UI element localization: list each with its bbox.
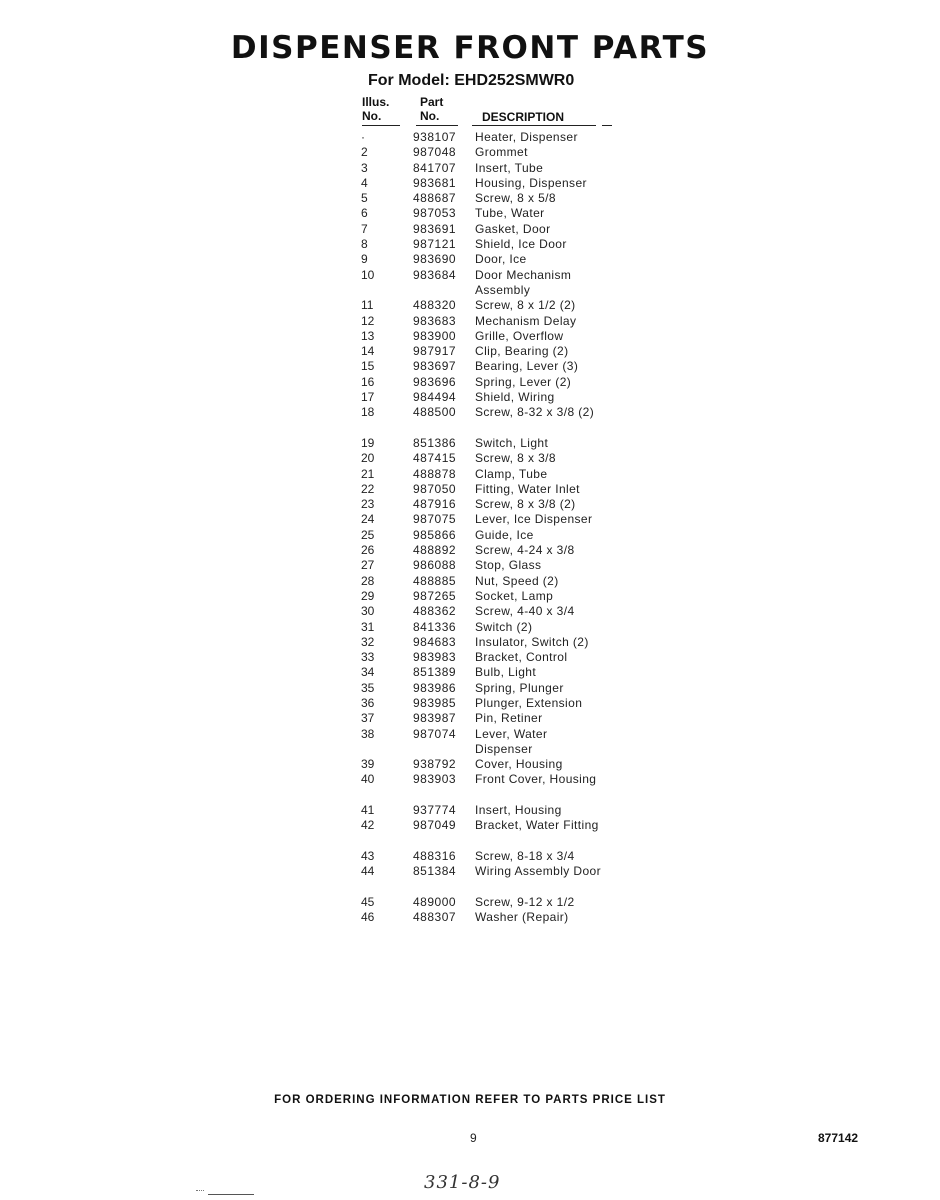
part-description: Socket, Lamp bbox=[475, 588, 554, 603]
part-description: Bracket, Water Fitting bbox=[475, 818, 599, 833]
illus-no: 3 bbox=[361, 160, 368, 175]
part-no: 488320 bbox=[413, 298, 457, 313]
part-description: Housing, Dispenser bbox=[475, 175, 587, 190]
part-description: Clamp, Tube bbox=[475, 466, 548, 481]
part-no: 987048 bbox=[413, 145, 457, 160]
part-description: Gasket, Door bbox=[475, 221, 551, 236]
table-row bbox=[0, 543, 940, 558]
table-row bbox=[0, 222, 940, 237]
part-description: Wiring Assembly Door bbox=[475, 864, 602, 879]
part-description: Bracket, Control bbox=[475, 650, 568, 665]
part-description: Spring, Lever (2) bbox=[475, 374, 572, 389]
part-description: Switch, Light bbox=[475, 435, 549, 450]
illus-no: 37 bbox=[361, 711, 375, 726]
part-description: Front Cover, Housing bbox=[475, 772, 597, 787]
part-description: Bearing, Lever (3) bbox=[475, 359, 579, 374]
part-no: 488307 bbox=[413, 910, 457, 925]
illus-no: 19 bbox=[361, 435, 375, 450]
table-row bbox=[0, 237, 940, 252]
part-no: 984683 bbox=[413, 634, 457, 649]
table-row bbox=[0, 344, 940, 359]
part-description: Lever, Ice Dispenser bbox=[475, 512, 593, 527]
illus-no: 12 bbox=[361, 313, 375, 328]
part-description: Switch (2) bbox=[475, 619, 533, 634]
table-row bbox=[0, 635, 940, 650]
table-row bbox=[0, 314, 940, 329]
illus-no: 25 bbox=[361, 527, 375, 542]
part-no: 937774 bbox=[413, 803, 457, 818]
part-no: 983985 bbox=[413, 695, 457, 710]
illus-no: 13 bbox=[361, 328, 375, 343]
part-no: 488316 bbox=[413, 848, 457, 863]
table-row bbox=[0, 329, 940, 344]
page-number: 9 bbox=[470, 1131, 477, 1145]
illus-no: 35 bbox=[361, 680, 375, 695]
table-row bbox=[0, 451, 940, 466]
table-row bbox=[0, 681, 940, 696]
part-no: 987050 bbox=[413, 481, 457, 496]
part-no: 987053 bbox=[413, 206, 457, 221]
table-row bbox=[0, 528, 940, 543]
table-row bbox=[0, 574, 940, 589]
part-description: Screw, 8-32 x 3/8 (2) bbox=[475, 405, 595, 420]
part-description: Spring, Plunger bbox=[475, 680, 564, 695]
parts-list bbox=[0, 130, 940, 925]
part-description: Screw, 8 x 5/8 bbox=[475, 191, 556, 206]
illus-no: 14 bbox=[361, 344, 375, 359]
illus-no: 39 bbox=[361, 757, 375, 772]
part-no: 488362 bbox=[413, 604, 457, 619]
part-no: 983681 bbox=[413, 175, 457, 190]
illus-no: 28 bbox=[361, 573, 375, 588]
part-no: 983690 bbox=[413, 252, 457, 267]
part-no: 983900 bbox=[413, 328, 457, 343]
corner-mark bbox=[196, 1190, 204, 1191]
table-row bbox=[0, 390, 940, 405]
illus-header-line1: Illus. bbox=[362, 95, 390, 109]
table-row bbox=[0, 176, 940, 191]
part-description: Door, Ice bbox=[475, 252, 527, 267]
part-no: 983683 bbox=[413, 313, 457, 328]
illus-no: 9 bbox=[361, 252, 368, 267]
table-row bbox=[0, 298, 940, 313]
part-no: 983696 bbox=[413, 374, 457, 389]
part-description: Insert, Housing bbox=[475, 803, 562, 818]
illus-no: 29 bbox=[361, 588, 375, 603]
page-title: DISPENSER FRONT PARTS bbox=[230, 30, 710, 66]
part-no: 488892 bbox=[413, 543, 457, 558]
part-no: 488878 bbox=[413, 466, 457, 481]
part-no-header bbox=[420, 95, 443, 123]
header-rule bbox=[602, 125, 612, 126]
illus-no-header bbox=[362, 95, 389, 123]
table-row bbox=[0, 803, 940, 818]
part-description: Shield, Wiring bbox=[475, 390, 555, 405]
illus-no: 4 bbox=[361, 175, 368, 190]
part-description: Plunger, Extension bbox=[475, 695, 583, 710]
part-no: 983987 bbox=[413, 711, 457, 726]
illus-no: 5 bbox=[361, 191, 368, 206]
part-description: Screw, 8 x 1/2 (2) bbox=[475, 298, 576, 313]
table-row bbox=[0, 604, 940, 619]
part-no: 984494 bbox=[413, 390, 457, 405]
part-description: Grommet bbox=[475, 145, 528, 160]
table-row bbox=[0, 191, 940, 206]
table-row bbox=[0, 620, 940, 635]
table-row bbox=[0, 359, 940, 374]
illus-no: 16 bbox=[361, 374, 375, 389]
table-row bbox=[0, 589, 940, 604]
table-row bbox=[0, 910, 940, 925]
part-no: 987121 bbox=[413, 237, 457, 252]
table-row bbox=[0, 665, 940, 680]
part-description: Washer (Repair) bbox=[475, 910, 569, 925]
table-row bbox=[0, 252, 940, 267]
part-no: 983684 bbox=[413, 267, 457, 282]
part-description: Clip, Bearing (2) bbox=[475, 344, 569, 359]
illus-no: 40 bbox=[361, 772, 375, 787]
illus-no: 8 bbox=[361, 237, 368, 252]
table-row bbox=[0, 711, 940, 726]
illus-no: 30 bbox=[361, 604, 375, 619]
part-description: Pin, Retiner bbox=[475, 711, 543, 726]
header-rule bbox=[416, 125, 458, 126]
illus-no: 23 bbox=[361, 497, 375, 512]
table-row bbox=[0, 818, 940, 849]
part-description: Insert, Tube bbox=[475, 160, 544, 175]
table-row bbox=[0, 558, 940, 573]
part-description: Bulb, Light bbox=[475, 665, 537, 680]
part-description: Heater, Dispenser bbox=[475, 130, 578, 144]
part-description: Screw, 8-18 x 3/4 bbox=[475, 848, 575, 863]
table-row bbox=[0, 161, 940, 176]
part-no: 487916 bbox=[413, 497, 457, 512]
part-no: 938792 bbox=[413, 757, 457, 772]
illus-no: 34 bbox=[361, 665, 375, 680]
table-row bbox=[0, 467, 940, 482]
illus-no: 31 bbox=[361, 619, 375, 634]
part-no: 987074 bbox=[413, 726, 457, 741]
part-no: 983691 bbox=[413, 221, 457, 236]
ordering-info-footer: FOR ORDERING INFORMATION REFER TO PARTS PRICE LIST bbox=[274, 1094, 666, 1106]
part-description: Shield, Ice Door bbox=[475, 237, 567, 252]
table-row bbox=[0, 512, 940, 527]
table-row bbox=[0, 375, 940, 390]
part-no: 938107 bbox=[413, 130, 457, 144]
part-description: Cover, Housing bbox=[475, 757, 563, 772]
part-description: Screw, 8 x 3/8 bbox=[475, 451, 556, 466]
part-description: Fitting, Water Inlet bbox=[475, 481, 580, 496]
table-row bbox=[0, 696, 940, 711]
part-no: 986088 bbox=[413, 558, 457, 573]
table-row bbox=[0, 145, 940, 160]
part-description: Screw, 8 x 3/8 (2) bbox=[475, 497, 576, 512]
part-no: 841336 bbox=[413, 619, 457, 634]
table-row bbox=[0, 650, 940, 665]
part-no: 983697 bbox=[413, 359, 457, 374]
illus-no: 44 bbox=[361, 864, 375, 879]
table-row bbox=[0, 849, 940, 864]
illus-no: 15 bbox=[361, 359, 375, 374]
part-description: Mechanism Delay bbox=[475, 313, 577, 328]
illus-no: 43 bbox=[361, 848, 375, 863]
part-no: 841707 bbox=[413, 160, 457, 175]
part-no: 987265 bbox=[413, 588, 457, 603]
header-rule bbox=[472, 125, 596, 126]
part-description: Guide, Ice bbox=[475, 527, 534, 542]
part-description: Insulator, Switch (2) bbox=[475, 634, 589, 649]
illus-no: 27 bbox=[361, 558, 375, 573]
part-no: 487415 bbox=[413, 451, 457, 466]
illus-no: 46 bbox=[361, 910, 375, 925]
illus-no: 26 bbox=[361, 543, 375, 558]
illus-no: · bbox=[361, 130, 365, 144]
table-row bbox=[0, 864, 940, 895]
illus-no: 41 bbox=[361, 803, 375, 818]
description-header: DESCRIPTION bbox=[482, 110, 565, 124]
table-row bbox=[0, 206, 940, 221]
part-no: 983983 bbox=[413, 650, 457, 665]
part-description: Screw, 4-40 x 3/4 bbox=[475, 604, 575, 619]
illus-no: 33 bbox=[361, 650, 375, 665]
part-no: 851384 bbox=[413, 864, 457, 879]
illus-no: 18 bbox=[361, 405, 375, 420]
header-rule bbox=[362, 125, 400, 126]
illus-no: 2 bbox=[361, 145, 368, 160]
part-description: Door Mechanism Assembly bbox=[475, 267, 572, 297]
illus-no: 32 bbox=[361, 634, 375, 649]
part-description: Lever, Water Dispenser bbox=[475, 726, 548, 756]
table-row bbox=[0, 436, 940, 451]
table-row bbox=[0, 268, 940, 299]
part-no: 489000 bbox=[413, 894, 457, 909]
part-no: 987917 bbox=[413, 344, 457, 359]
part-no: 985866 bbox=[413, 527, 457, 542]
table-row bbox=[0, 497, 940, 512]
part-no: 488687 bbox=[413, 191, 457, 206]
illus-no: 6 bbox=[361, 206, 368, 221]
illus-no: 36 bbox=[361, 695, 375, 710]
part-no: 851386 bbox=[413, 435, 457, 450]
illus-header-line2: No. bbox=[362, 109, 382, 123]
part-header-line1: Part bbox=[420, 95, 444, 109]
illus-no: 11 bbox=[361, 298, 374, 313]
model-subtitle: For Model: EHD252SMWR0 bbox=[368, 72, 575, 89]
illus-no: 7 bbox=[361, 221, 368, 236]
part-description: Grille, Overflow bbox=[475, 328, 564, 343]
table-row bbox=[0, 130, 940, 145]
part-description: Screw, 4-24 x 3/8 bbox=[475, 543, 575, 558]
table-row bbox=[0, 405, 940, 436]
part-description: Nut, Speed (2) bbox=[475, 573, 559, 588]
document-number: 877142 bbox=[818, 1131, 859, 1145]
part-description: Stop, Glass bbox=[475, 558, 542, 573]
table-row bbox=[0, 895, 940, 910]
table-row bbox=[0, 772, 940, 803]
part-no: 488500 bbox=[413, 405, 457, 420]
table-row bbox=[0, 482, 940, 497]
table-row bbox=[0, 757, 940, 772]
part-header-line2: No. bbox=[420, 109, 440, 123]
part-description: Tube, Water bbox=[475, 206, 545, 221]
part-no: 987049 bbox=[413, 818, 457, 833]
part-description: Screw, 9-12 x 1/2 bbox=[475, 894, 575, 909]
illus-no: 22 bbox=[361, 481, 375, 496]
part-no: 983903 bbox=[413, 772, 457, 787]
illus-no: 45 bbox=[361, 894, 375, 909]
illus-no: 10 bbox=[361, 267, 375, 282]
illus-no: 38 bbox=[361, 726, 375, 741]
illus-no: 17 bbox=[361, 390, 375, 405]
part-no: 488885 bbox=[413, 573, 457, 588]
illus-no: 24 bbox=[361, 512, 375, 527]
handwritten-note: 331-8-9 bbox=[424, 1172, 501, 1193]
part-no: 987075 bbox=[413, 512, 457, 527]
illus-no: 21 bbox=[361, 466, 375, 481]
illus-no: 42 bbox=[361, 818, 375, 833]
part-no: 851389 bbox=[413, 665, 457, 680]
corner-line bbox=[208, 1194, 254, 1195]
illus-no: 20 bbox=[361, 451, 375, 466]
part-no: 983986 bbox=[413, 680, 457, 695]
table-row bbox=[0, 727, 940, 758]
